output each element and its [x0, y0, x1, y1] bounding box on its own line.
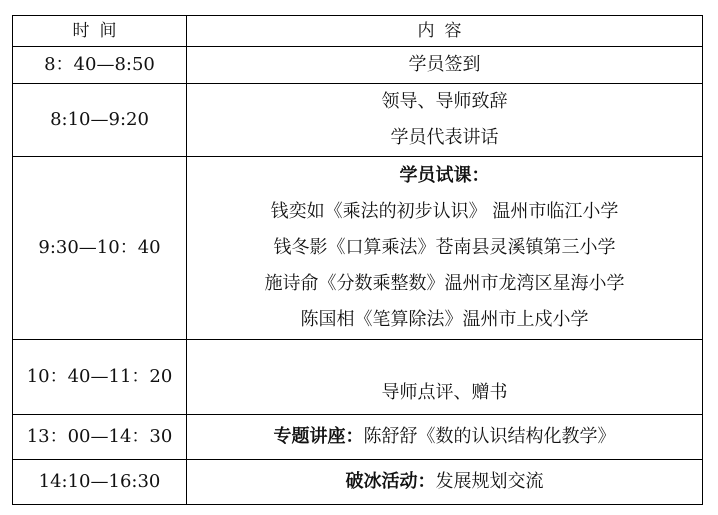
header-row — [13, 16, 703, 47]
table-row — [13, 415, 703, 460]
lesson-line: 钱奕如《乘法的初步认识》 温州市临江小学 — [270, 201, 619, 222]
time-cell: 8：40—8:50 — [13, 47, 187, 84]
section-label: 学员试课： — [399, 165, 490, 186]
table-row — [13, 47, 703, 84]
table-row — [13, 340, 703, 415]
time-cell: 13：00—14：30 — [13, 415, 187, 460]
table-row — [13, 84, 703, 157]
content-cell — [187, 460, 703, 505]
lesson-line: 陈国相《笔算除法》温州市上戍小学 — [300, 309, 589, 330]
content-cell — [187, 340, 703, 415]
header-time: 时间 — [13, 16, 187, 47]
time-cell: 9:30—10：40 — [13, 157, 187, 340]
content-line: 领导、导师致辞 — [381, 91, 508, 112]
schedule-table — [12, 15, 703, 505]
content-cell — [187, 47, 703, 84]
content-cell — [187, 415, 703, 460]
header-content: 内容 — [187, 16, 703, 47]
content-cell — [187, 157, 703, 340]
content-line: 学员签到 — [408, 54, 481, 75]
table-row — [13, 460, 703, 505]
content-cell — [187, 84, 703, 157]
section-label: 专题讲座： — [273, 426, 364, 447]
content-line: 学员代表讲话 — [390, 127, 499, 148]
content-line: 导师点评、赠书 — [381, 382, 508, 403]
lesson-line: 施诗俞《分数乘整数》温州市龙湾区星海小学 — [264, 273, 625, 294]
time-cell: 10：40—11：20 — [13, 340, 187, 415]
lesson-line: 钱冬影《口算乘法》苍南县灵溪镇第三小学 — [273, 237, 616, 258]
time-cell: 14:10—16:30 — [13, 460, 187, 505]
table-row — [13, 157, 703, 340]
activity-text: 发展规划交流 — [435, 471, 544, 492]
lecture-text: 陈舒舒《数的认识结构化教学》 — [363, 426, 616, 447]
section-label: 破冰活动： — [345, 471, 436, 492]
time-cell: 8:10—9:20 — [13, 84, 187, 157]
